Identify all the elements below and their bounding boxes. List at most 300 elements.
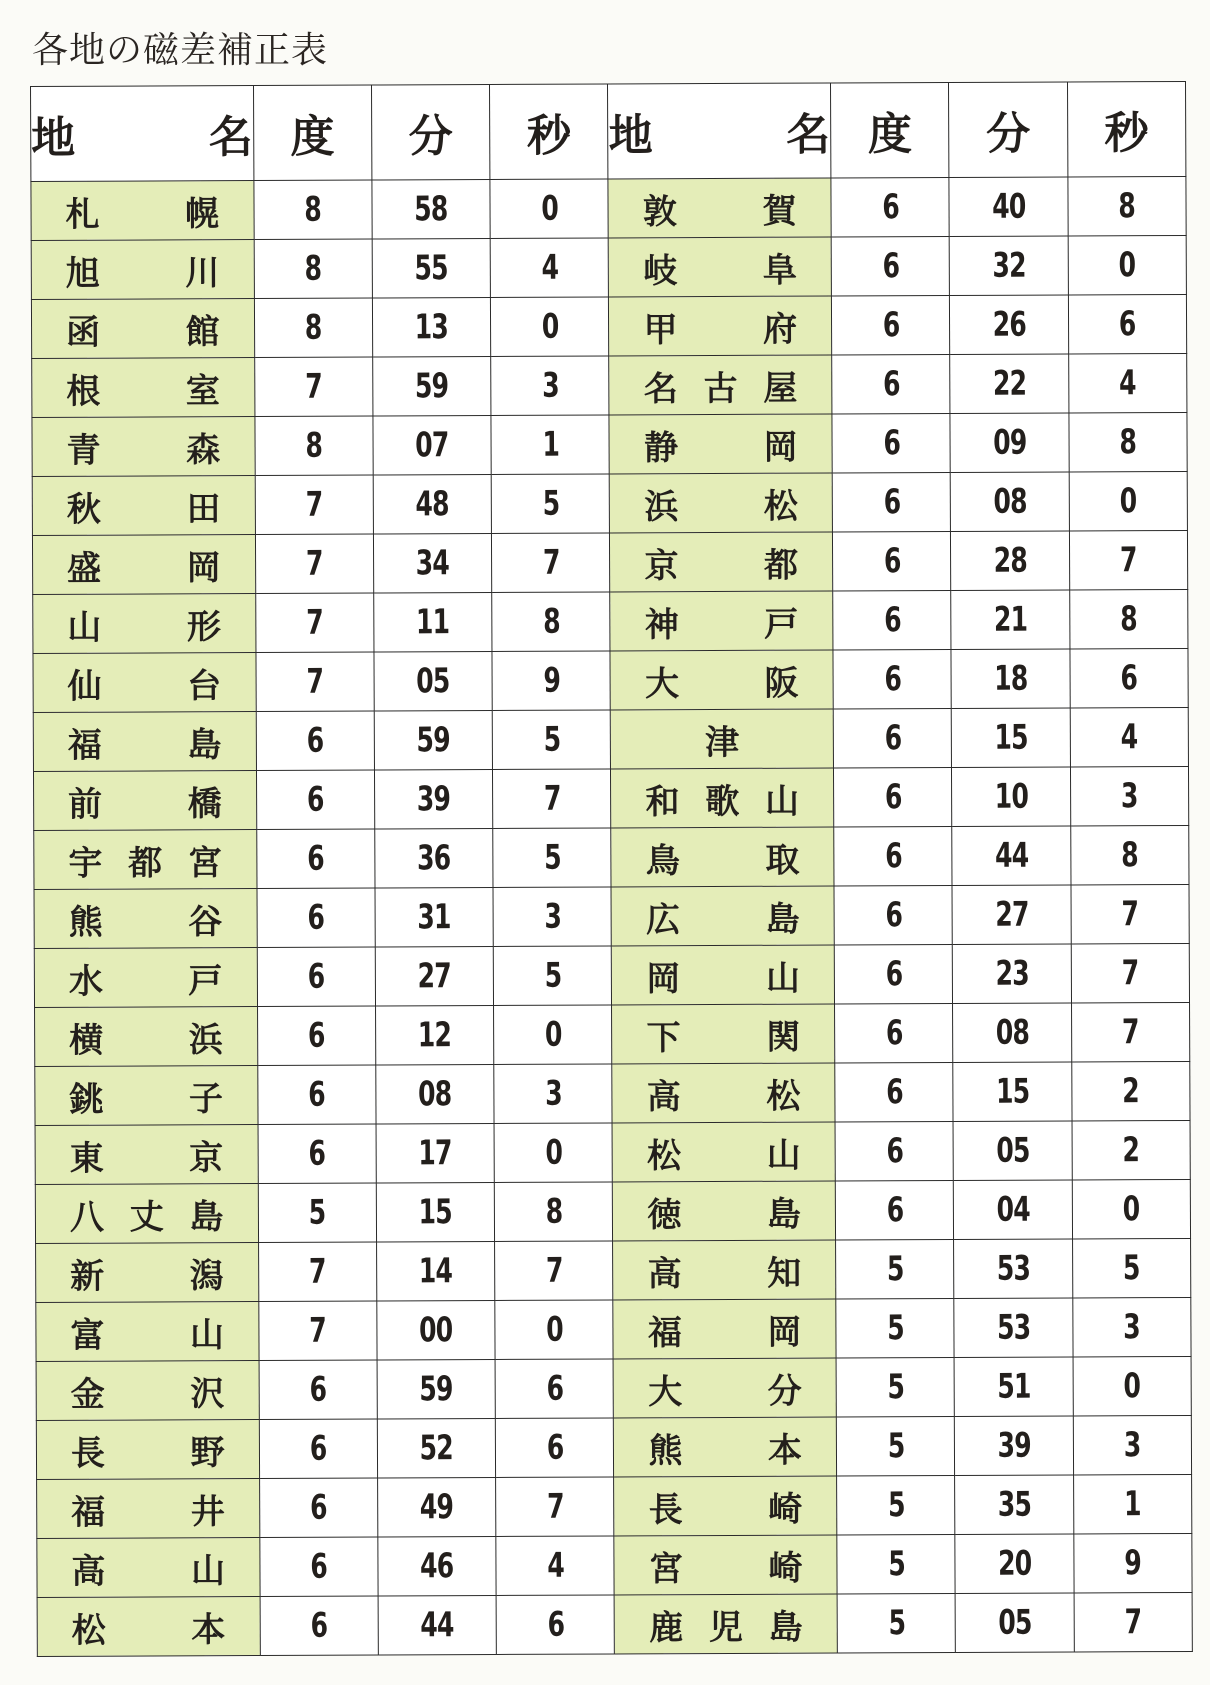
- minute-value-left: [378, 1595, 497, 1655]
- minute-text: 07: [415, 425, 449, 466]
- place-name-right: 京 都: [610, 532, 833, 592]
- minute-value-right: [952, 885, 1071, 945]
- minute-text: 08: [418, 1074, 452, 1115]
- second-text: 5: [543, 719, 561, 760]
- minute-text: 31: [417, 897, 451, 938]
- second-value-left: [491, 297, 610, 357]
- degree-text: 5: [886, 1367, 904, 1408]
- degree-value-left: [254, 357, 373, 417]
- degree-value-left: [257, 1006, 376, 1066]
- degree-text: 6: [306, 720, 324, 761]
- minute-value-right: [953, 1062, 1072, 1122]
- degree-value-right: [833, 649, 952, 709]
- degree-text: 8: [304, 307, 322, 348]
- degree-text: 5: [887, 1426, 905, 1467]
- place-name-left: 山 形: [33, 594, 256, 654]
- second-text: 6: [1118, 304, 1136, 345]
- degree-text: 5: [887, 1485, 905, 1526]
- second-value-right: [1074, 1592, 1193, 1652]
- place-name-right: 高 知: [613, 1240, 836, 1300]
- table-row: [33, 766, 1188, 830]
- minute-text: 53: [996, 1307, 1031, 1348]
- place-name-left: 新 潟: [36, 1243, 259, 1303]
- degree-text: 6: [310, 1605, 328, 1646]
- degree-value-left: [256, 711, 375, 771]
- minute-value-left: [377, 1477, 496, 1537]
- second-value-right: [1073, 1415, 1192, 1475]
- table-row: [31, 294, 1186, 358]
- header-degree-left: 度: [253, 85, 372, 181]
- minute-text: 27: [994, 894, 1029, 935]
- second-text: 5: [543, 837, 561, 878]
- second-text: 0: [1118, 245, 1136, 286]
- second-value-left: [492, 651, 611, 711]
- second-text: 3: [541, 365, 559, 406]
- degree-value-left: [258, 1242, 377, 1302]
- degree-value-right: [834, 944, 953, 1004]
- degree-value-right: [837, 1475, 956, 1535]
- degree-value-right: [835, 1121, 954, 1181]
- degree-text: 6: [883, 541, 901, 582]
- second-text: 7: [545, 1250, 563, 1291]
- minute-text: 52: [419, 1428, 454, 1469]
- place-name-right: 松 山: [612, 1122, 835, 1182]
- second-text: 0: [545, 1309, 563, 1350]
- place-name-left: 横 浜: [35, 1007, 258, 1067]
- place-name-left: 福 島: [33, 712, 256, 772]
- place-name-left: 長 野: [36, 1420, 259, 1480]
- place-name-right: 岐 阜: [609, 237, 832, 297]
- place-name-right: 鹿 児 島: [615, 1594, 838, 1654]
- degree-value-left: [260, 1596, 379, 1656]
- second-text: 7: [543, 778, 561, 819]
- minute-value-right: [950, 295, 1069, 355]
- degree-value-right: [836, 1357, 955, 1417]
- second-text: 6: [546, 1368, 563, 1409]
- minute-text: 05: [995, 1130, 1030, 1171]
- degree-value-left: [258, 1301, 377, 1361]
- second-value-right: [1072, 1297, 1191, 1357]
- second-value-right: [1070, 825, 1189, 885]
- table-row: [36, 1238, 1191, 1302]
- degree-value-right: [831, 236, 950, 296]
- place-name-left: 金 沢: [36, 1361, 259, 1421]
- minute-text: 15: [995, 1071, 1030, 1112]
- minute-text: 08: [995, 1012, 1029, 1053]
- minute-text: 08: [993, 481, 1027, 522]
- degree-text: 6: [309, 1369, 327, 1410]
- place-name-right: 静 岡: [609, 414, 832, 474]
- second-text: 0: [540, 188, 558, 229]
- place-name-right: 津: [611, 709, 834, 769]
- degree-text: 6: [886, 1190, 903, 1231]
- place-name-left: 銚 子: [35, 1066, 258, 1126]
- header-second-left: 秒: [490, 84, 609, 180]
- degree-text: 6: [884, 895, 902, 936]
- minute-value-left: [373, 356, 492, 416]
- minute-text: 04: [996, 1189, 1030, 1230]
- second-value-left: [493, 769, 612, 829]
- table-row: [35, 1179, 1190, 1243]
- second-value-right: [1071, 943, 1190, 1003]
- degree-value-right: [834, 826, 953, 886]
- second-value-right: [1071, 1002, 1190, 1062]
- degree-value-right: [836, 1239, 955, 1299]
- minute-value-right: [953, 1003, 1072, 1063]
- second-value-right: [1073, 1474, 1192, 1534]
- minute-text: 55: [414, 248, 449, 289]
- second-text: 8: [545, 1191, 563, 1232]
- second-text: 6: [547, 1604, 564, 1645]
- minute-text: 21: [993, 599, 1028, 640]
- second-text: 4: [546, 1545, 564, 1586]
- place-name-right: 神 戸: [610, 591, 833, 651]
- minute-text: 00: [419, 1310, 453, 1351]
- declination-table: [30, 81, 1193, 1657]
- degree-value-left: [257, 1065, 376, 1125]
- second-value-left: [493, 946, 612, 1006]
- place-name-right: 鳥 取: [611, 827, 834, 887]
- degree-value-right: [837, 1534, 956, 1594]
- second-text: 3: [1121, 776, 1138, 817]
- second-text: 7: [1121, 894, 1139, 935]
- minute-value-left: [372, 297, 491, 357]
- minute-value-right: [951, 531, 1070, 591]
- minute-value-right: [952, 708, 1071, 768]
- degree-text: 8: [304, 248, 322, 289]
- degree-text: 6: [883, 600, 901, 641]
- degree-value-right: [832, 413, 951, 473]
- minute-text: 05: [997, 1602, 1032, 1643]
- minute-text: 44: [420, 1605, 454, 1646]
- minute-text: 17: [418, 1133, 452, 1174]
- minute-value-right: [952, 826, 1071, 886]
- minute-value-left: [378, 1536, 497, 1596]
- degree-text: 5: [886, 1308, 904, 1349]
- table-row: [34, 825, 1189, 889]
- place-name-right: 敦 賀: [608, 178, 831, 238]
- degree-value-left: [254, 298, 373, 358]
- second-text: 8: [1120, 599, 1138, 640]
- minute-text: 44: [994, 835, 1029, 876]
- second-text: 7: [1124, 1602, 1142, 1643]
- table-row: [35, 1120, 1190, 1184]
- minute-value-right: [955, 1534, 1074, 1594]
- second-value-left: [493, 887, 612, 947]
- second-text: 6: [546, 1427, 564, 1468]
- second-text: 0: [544, 1014, 562, 1055]
- second-text: 8: [1121, 835, 1139, 876]
- place-name-right: 岡 山: [612, 945, 835, 1005]
- second-value-left: [493, 828, 612, 888]
- degree-value-left: [257, 947, 376, 1007]
- minute-value-right: [953, 1121, 1072, 1181]
- second-text: 4: [541, 247, 559, 288]
- minute-value-right: [951, 472, 1070, 532]
- second-value-left: [491, 415, 610, 475]
- minute-text: 22: [992, 363, 1026, 404]
- minute-value-right: [952, 767, 1071, 827]
- minute-text: 51: [996, 1366, 1031, 1407]
- minute-text: 11: [416, 602, 450, 643]
- second-value-left: [490, 238, 609, 298]
- minute-value-left: [377, 1300, 496, 1360]
- second-value-left: [494, 1182, 613, 1242]
- degree-text: 6: [884, 836, 902, 877]
- minute-value-left: [374, 592, 493, 652]
- second-text: 7: [546, 1486, 564, 1527]
- degree-value-left: [258, 1183, 377, 1243]
- degree-text: 6: [885, 1072, 903, 1113]
- table-row: [32, 471, 1187, 535]
- degree-value-right: [832, 354, 951, 414]
- degree-text: 6: [310, 1487, 327, 1528]
- minute-text: 58: [414, 189, 448, 230]
- degree-text: 6: [882, 423, 900, 464]
- minute-text: 49: [419, 1487, 454, 1528]
- minute-text: 59: [416, 720, 451, 761]
- minute-value-right: [955, 1416, 1074, 1476]
- degree-text: 6: [306, 779, 324, 820]
- degree-text: 6: [307, 897, 325, 938]
- degree-text: 6: [881, 187, 899, 228]
- minute-value-left: [377, 1359, 496, 1419]
- minute-text: 34: [415, 543, 450, 584]
- second-value-right: [1068, 294, 1187, 354]
- table-row: [37, 1474, 1192, 1538]
- degree-value-right: [833, 767, 952, 827]
- second-text: 4: [1120, 717, 1138, 758]
- second-text: 9: [1124, 1543, 1142, 1584]
- minute-text: 59: [419, 1369, 453, 1410]
- minute-value-right: [954, 1298, 1073, 1358]
- second-value-right: [1068, 176, 1187, 236]
- second-value-right: [1070, 707, 1189, 767]
- minute-value-right: [955, 1475, 1074, 1535]
- place-name-left: 前 橋: [33, 771, 256, 831]
- minute-text: 14: [418, 1251, 453, 1292]
- second-text: 8: [1118, 186, 1136, 227]
- minute-value-left: [375, 887, 494, 947]
- second-text: 2: [1122, 1071, 1140, 1112]
- header-degree-right: 度: [831, 82, 950, 178]
- degree-value-right: [831, 295, 950, 355]
- degree-value-left: [256, 652, 375, 712]
- minute-text: 18: [993, 658, 1028, 699]
- degree-value-left: [259, 1478, 378, 1538]
- header-second-right: 秒: [1067, 81, 1186, 177]
- minute-text: 39: [416, 779, 451, 820]
- degree-text: 7: [306, 661, 324, 702]
- minute-text: 27: [417, 956, 452, 997]
- degree-text: 6: [307, 1015, 325, 1056]
- minute-text: 12: [417, 1015, 452, 1056]
- header-row: [31, 81, 1186, 181]
- degree-text: 6: [884, 718, 901, 759]
- degree-text: 6: [882, 305, 900, 346]
- second-value-right: [1072, 1179, 1191, 1239]
- degree-text: 6: [885, 1131, 903, 1172]
- degree-value-right: [836, 1416, 955, 1476]
- degree-text: 8: [304, 189, 322, 230]
- second-value-left: [496, 1595, 615, 1655]
- place-name-right: 熊 本: [614, 1417, 837, 1477]
- second-text: 0: [1119, 481, 1137, 522]
- second-value-right: [1072, 1238, 1191, 1298]
- degree-value-left: [255, 534, 374, 594]
- second-value-right: [1073, 1533, 1192, 1593]
- second-value-left: [494, 1005, 613, 1065]
- degree-text: 7: [305, 484, 323, 525]
- minute-value-left: [372, 238, 491, 298]
- degree-text: 5: [887, 1603, 905, 1644]
- second-value-left: [495, 1359, 614, 1419]
- table-row: [37, 1592, 1192, 1656]
- degree-value-left: [256, 770, 375, 830]
- place-name-right: 宮 崎: [614, 1535, 837, 1595]
- table-row: [34, 943, 1189, 1007]
- page-title: 各地の磁差補正表: [32, 30, 329, 71]
- table-row: [34, 884, 1189, 948]
- table-row: [36, 1415, 1191, 1479]
- degree-text: 6: [310, 1546, 328, 1587]
- second-value-right: [1070, 648, 1189, 708]
- second-text: 8: [542, 601, 560, 642]
- second-text: 7: [1119, 540, 1137, 581]
- table-row: [35, 1061, 1190, 1125]
- degree-text: 6: [308, 1133, 326, 1174]
- place-name-left: 松 本: [37, 1597, 260, 1657]
- degree-text: 5: [887, 1544, 905, 1585]
- degree-text: 6: [885, 954, 902, 995]
- degree-value-right: [835, 1180, 954, 1240]
- degree-text: 7: [305, 366, 322, 407]
- degree-value-right: [836, 1298, 955, 1358]
- minute-value-left: [376, 1182, 495, 1242]
- second-value-right: [1068, 235, 1187, 295]
- header-place-left: 地 名: [31, 86, 254, 182]
- second-value-left: [495, 1418, 614, 1478]
- second-text: 0: [545, 1132, 562, 1173]
- degree-text: 6: [882, 246, 899, 287]
- degree-text: 6: [308, 1074, 326, 1115]
- second-value-right: [1069, 589, 1188, 649]
- table-row: [32, 412, 1187, 476]
- place-name-right: 大 分: [614, 1358, 837, 1418]
- minute-value-right: [953, 944, 1072, 1004]
- degree-value-left: [255, 475, 374, 535]
- degree-value-right: [837, 1593, 956, 1653]
- place-name-right: 広 島: [611, 886, 834, 946]
- minute-text: 32: [992, 245, 1026, 286]
- second-value-right: [1071, 1061, 1190, 1121]
- second-value-left: [491, 474, 610, 534]
- minute-value-right: [951, 590, 1070, 650]
- second-text: 9: [542, 660, 560, 701]
- table-row: [36, 1356, 1191, 1420]
- second-value-left: [494, 1064, 613, 1124]
- second-value-left: [496, 1536, 615, 1596]
- place-name-right: 長 崎: [614, 1476, 837, 1536]
- minute-text: 59: [415, 366, 449, 407]
- minute-text: 26: [992, 304, 1026, 345]
- second-text: 2: [1122, 1130, 1140, 1171]
- minute-value-right: [954, 1180, 1073, 1240]
- degree-value-right: [833, 708, 952, 768]
- minute-value-left: [374, 769, 493, 829]
- second-text: 4: [1119, 363, 1137, 404]
- degree-text: 6: [882, 364, 900, 405]
- minute-text: 15: [994, 717, 1028, 758]
- minute-value-left: [376, 1123, 495, 1183]
- degree-value-right: [832, 531, 951, 591]
- degree-value-left: [258, 1124, 377, 1184]
- header-place-right: 地 名: [608, 83, 831, 179]
- table-body: [31, 176, 1192, 1656]
- second-value-right: [1070, 766, 1189, 826]
- second-value-left: [496, 1477, 615, 1537]
- minute-value-right: [951, 649, 1070, 709]
- degree-text: 6: [307, 956, 325, 997]
- place-name-left: 富 山: [36, 1302, 259, 1362]
- degree-text: 7: [306, 602, 323, 643]
- degree-text: 6: [307, 838, 324, 879]
- second-value-right: [1069, 412, 1188, 472]
- second-text: 3: [544, 1073, 562, 1114]
- second-text: 5: [1123, 1248, 1140, 1289]
- degree-text: 7: [308, 1251, 326, 1292]
- place-name-left: 宇 都 宮: [34, 830, 257, 890]
- second-text: 7: [1121, 953, 1139, 994]
- table-row: [32, 530, 1187, 594]
- minute-text: 05: [416, 661, 450, 702]
- place-name-right: 高 松: [612, 1063, 835, 1123]
- second-value-right: [1068, 353, 1187, 413]
- minute-value-right: [954, 1239, 1073, 1299]
- second-text: 0: [1123, 1366, 1141, 1407]
- place-name-right: 甲 府: [609, 296, 832, 356]
- degree-value-left: [254, 239, 373, 299]
- place-name-left: 旭 川: [31, 240, 254, 300]
- second-value-left: [495, 1300, 614, 1360]
- second-value-left: [491, 356, 610, 416]
- degree-value-right: [834, 885, 953, 945]
- minute-value-left: [373, 533, 492, 593]
- second-text: 3: [1123, 1307, 1141, 1348]
- second-text: 7: [1122, 1012, 1139, 1053]
- table-row: [31, 235, 1186, 299]
- second-text: 0: [541, 306, 559, 347]
- degree-text: 6: [883, 659, 901, 700]
- table-row: [33, 707, 1188, 771]
- minute-value-left: [377, 1418, 496, 1478]
- degree-value-left: [255, 593, 374, 653]
- minute-text: 46: [420, 1546, 454, 1587]
- minute-text: 36: [417, 838, 451, 879]
- minute-text: 23: [995, 953, 1029, 994]
- second-text: 7: [542, 542, 560, 583]
- degree-text: 5: [886, 1249, 904, 1290]
- degree-value-right: [835, 1003, 954, 1063]
- minute-value-left: [373, 474, 492, 534]
- table-row: [33, 589, 1188, 653]
- place-name-left: 高 山: [37, 1538, 260, 1598]
- header-minute-right: 分: [949, 82, 1068, 178]
- minute-value-left: [374, 651, 493, 711]
- table-row: [37, 1533, 1192, 1597]
- minute-value-left: [372, 179, 491, 239]
- second-text: 1: [541, 424, 559, 465]
